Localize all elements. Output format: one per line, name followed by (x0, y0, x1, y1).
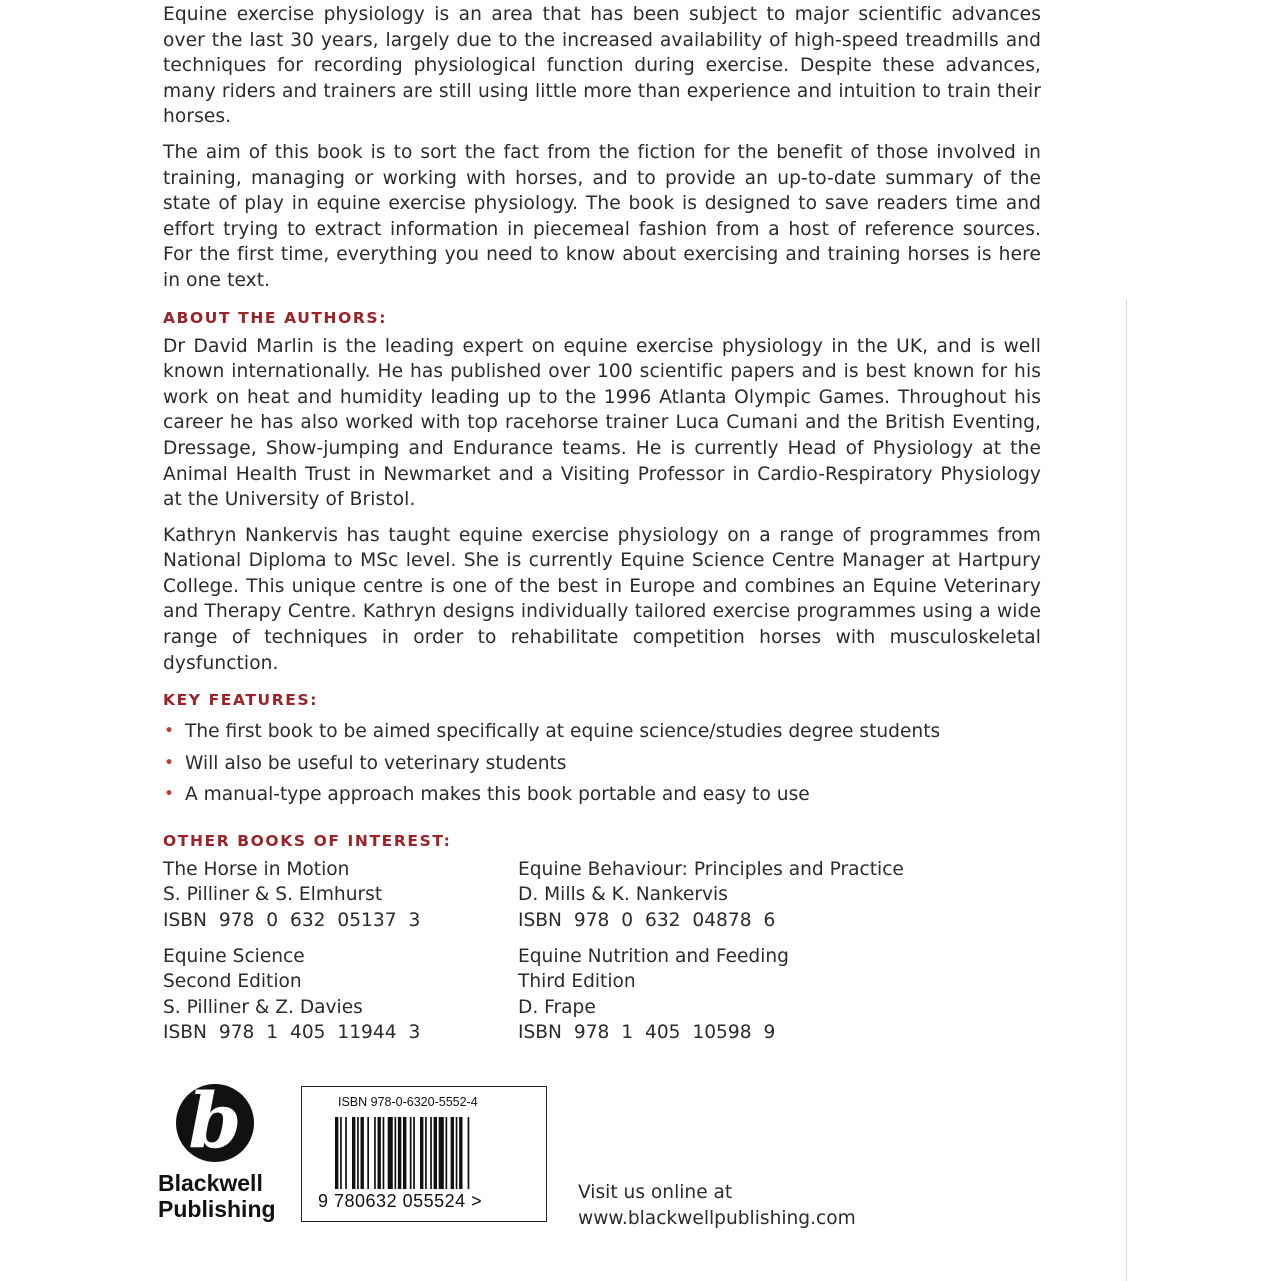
book-authors: D. Frape (518, 996, 596, 1018)
key-features-list (163, 716, 1041, 811)
feature-text: A manual-type approach makes this book portable and easy to use (185, 784, 810, 806)
book-authors: S. Pilliner & Z. Davies (163, 996, 363, 1018)
intro-paragraph-1: Equine exercise physiology is an area that has been subject to major scientific advances over the last 30 years, largely due to the increased availability of high-speed treadmills and techniques for recording physiological function during exercise. Despite these advances, many riders and trainers are still using little more than experience and intuition to train their horses. (163, 4, 1041, 128)
author-bio-nankervis: Kathryn Nankervis has taught equine exercise physiology on a range of programmes from National Diploma to MSc level. She is currently Equine Science Centre Manager at Hartpury College. This unique centre is one of the best in Europe and combines an Equine Veterinary and Therapy Centre. Kathryn designs individually tailored exercise programmes using a wide range of techniques in order to rehabilitate competition horses with musculoskeletal dysfunction. (163, 524, 1041, 674)
book-title: Equine Science (163, 945, 305, 967)
feature-text: The first book to be aimed specifically at equine science/studies degree students (185, 721, 941, 743)
publisher-name (158, 1170, 276, 1222)
visit-line: Visit us online at (578, 1182, 733, 1203)
book-title: Equine Nutrition and Feeding (518, 945, 789, 967)
book-title: Equine Behaviour: Principles and Practice (518, 858, 904, 880)
other-books-grid (163, 857, 1041, 1046)
spine-edge-line (1126, 300, 1127, 1281)
publisher-name-line2: Publishing (158, 1196, 276, 1222)
back-cover-text (163, 2, 1041, 1046)
barcode-isbn-label: ISBN 978-0-6320-5552-4 (338, 1095, 478, 1109)
key-features-heading: KEY FEATURES: (163, 691, 319, 710)
bullet-icon: • (164, 784, 175, 805)
bullet-icon: • (164, 752, 175, 773)
website-url: www.blackwellpublishing.com (578, 1208, 856, 1229)
feature-item (163, 779, 1041, 811)
book-isbn: ISBN 978 1 405 11944 3 (163, 1022, 421, 1044)
about-authors-heading: ABOUT THE AUTHORS: (163, 308, 387, 327)
barcode-box (301, 1086, 547, 1222)
other-books-heading: OTHER BOOKS OF INTEREST: (163, 831, 452, 850)
book-isbn: ISBN 978 1 405 10598 9 (518, 1022, 776, 1044)
bullet-icon: • (164, 721, 175, 742)
book-isbn: ISBN 978 0 632 05137 3 (163, 909, 421, 931)
logo-letter: b (188, 1076, 242, 1165)
book-authors: D. Mills & K. Nankervis (518, 884, 728, 906)
book-entry (163, 944, 518, 1046)
barcode-digits: 9 780632 055524 > (318, 1191, 483, 1211)
book-entry (163, 857, 518, 934)
book-edition: Third Edition (518, 971, 636, 993)
barcode-bars (335, 1117, 515, 1191)
book-title: The Horse in Motion (163, 858, 350, 880)
feature-item (163, 748, 1041, 780)
book-edition: Second Edition (163, 971, 302, 993)
book-isbn: ISBN 978 0 632 04878 6 (518, 909, 776, 931)
publisher-name-line1: Blackwell (158, 1170, 263, 1196)
feature-item (163, 716, 1041, 748)
website-notice (578, 1180, 856, 1232)
feature-text: Will also be useful to veterinary students (185, 752, 567, 774)
publisher-logo (158, 1076, 276, 1222)
book-entry (518, 944, 918, 1046)
author-bio-marlin: Dr David Marlin is the leading expert on equine exercise physiology in the UK, and is well known internationally. He has published over 100 scientific papers and is best known for his work on heat and humidity leading up to the 1996 Atlanta Olympic Games. Throughout his career he has also worked with top racehorse trainer Luca Cumani and the British Eventing, Dressage, Show-jumping and Endurance teams. He is currently Head of Physiology at the Animal Health Trust in Newmarket and a Visiting Professor in Cardio-Respiratory Physiology at the University of Bristol. (163, 335, 1041, 511)
intro-paragraph-2: The aim of this book is to sort the fact from the fiction for the benefit of those involved in training, managing or working with horses, and to provide an up-to-date summary of the state of play in equine exercise physiology. The book is designed to save readers time and effort trying to extract information in piecemeal fashion from a host of reference sources. For the first time, everything you need to know about exercising and training horses is here in one text. (163, 141, 1041, 291)
book-authors: S. Pilliner & S. Elmhurst (163, 884, 383, 906)
logo-circle-icon (176, 1076, 254, 1165)
book-entry (518, 857, 918, 934)
